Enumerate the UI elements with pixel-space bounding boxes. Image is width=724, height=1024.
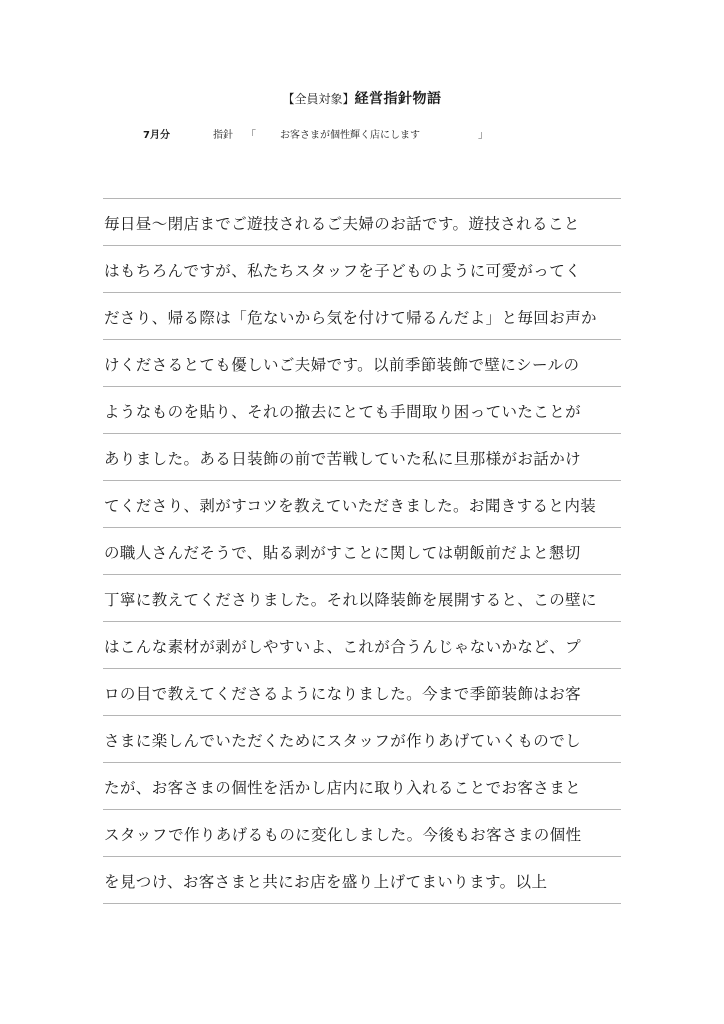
body-line: けくださるとても優しいご夫婦です。以前季節装飾で壁にシールの xyxy=(103,340,621,387)
body-line: スタッフで作りあげるものに変化しました。今後もお客さまの個性 xyxy=(103,810,621,857)
motto-close-bracket: 」 xyxy=(478,130,488,141)
month-label: 7月分 xyxy=(143,130,170,141)
motto-row xyxy=(0,126,724,142)
ruled-body xyxy=(103,198,621,904)
body-line: たが、お客さまの個性を活かし店内に取り入れることでお客さまと xyxy=(103,763,621,810)
motto-open-bracket: 「 xyxy=(246,130,256,141)
body-line: を見つけ、お客さまと共にお店を盛り上げてまいります。以上 xyxy=(103,857,621,904)
document-title xyxy=(0,88,724,108)
body-line: さまに楽しんでいただくためにスタッフが作りあげていくものでし xyxy=(103,716,621,763)
body-line: ださり、帰る際は「危ないから気を付けて帰るんだよ」と毎回お声か xyxy=(103,293,621,340)
body-line: はもちろんですが、私たちスタッフを子どものように可愛がってく xyxy=(103,246,621,293)
body-line: 毎日昼〜閉店までご遊技されるご夫婦のお話です。遊技されること xyxy=(103,199,621,246)
body-line: 丁寧に教えてくださりました。それ以降装飾を展開すると、この壁に xyxy=(103,575,621,622)
motto-label: 指針 xyxy=(213,130,233,141)
title-text: 経営指針物語 xyxy=(354,91,442,107)
body-line: ロの目で教えてくださるようになりました。今まで季節装飾はお客 xyxy=(103,669,621,716)
motto-text: お客さまが個性輝く店にします xyxy=(280,130,420,141)
audience-tag: 【全員対象】 xyxy=(282,92,355,106)
body-line: はこんな素材が剥がしやすいよ、これが合うんじゃないかなど、プ xyxy=(103,622,621,669)
body-line: てくださり、剥がすコツを教えていただきました。お聞きすると内装 xyxy=(103,481,621,528)
body-line: ありました。ある日装飾の前で苦戦していた私に旦那様がお話かけ xyxy=(103,434,621,481)
body-line: ようなものを貼り、それの撤去にとても手間取り困っていたことが xyxy=(103,387,621,434)
body-line: の職人さんだそうで、貼る剥がすことに関しては朝飯前だよと懇切 xyxy=(103,528,621,575)
